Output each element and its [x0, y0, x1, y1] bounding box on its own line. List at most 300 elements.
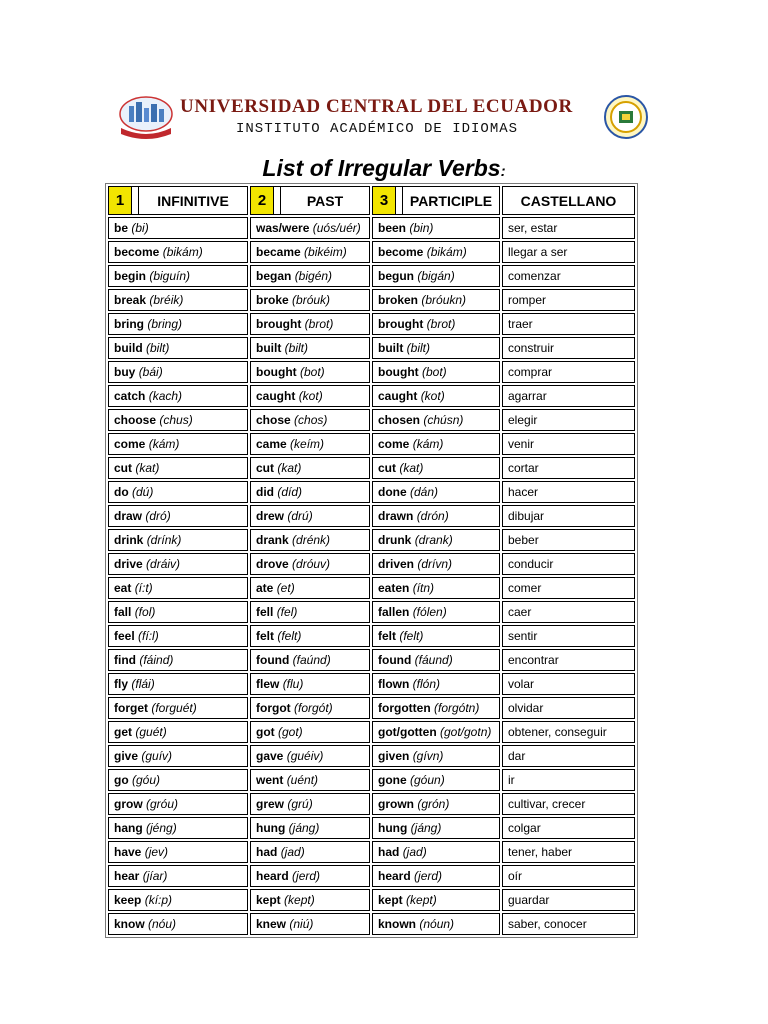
- institute-seal: [598, 94, 654, 140]
- infinitive-pronunciation: (fáind): [139, 653, 174, 667]
- castellano-cell: [502, 433, 635, 455]
- past-verb: was/were: [256, 221, 310, 235]
- infinitive-verb: forget: [114, 701, 148, 715]
- infinitive-verb: get: [114, 725, 132, 739]
- infinitive-pronunciation: (guív): [141, 749, 173, 763]
- participle-pronunciation: (brot): [426, 317, 456, 331]
- page-title-colon: :: [500, 163, 506, 180]
- participle-verb: felt: [378, 629, 396, 643]
- past-verb: brought: [256, 317, 302, 331]
- infinitive-pronunciation: (jéng): [146, 821, 177, 835]
- participle-cell: [372, 913, 500, 935]
- past-pronunciation: (bikéim): [304, 245, 347, 259]
- past-cell: [250, 265, 370, 287]
- past-verb: grew: [256, 797, 285, 811]
- participle-verb: gone: [378, 773, 407, 787]
- castellano-cell: [502, 337, 635, 359]
- past-cell: [250, 745, 370, 767]
- infinitive-cell: [108, 673, 248, 695]
- past-verb: broke: [256, 293, 289, 307]
- participle-pronunciation: (drívn): [417, 557, 453, 571]
- infinitive-verb: go: [114, 773, 129, 787]
- castellano-translation: conducir: [508, 557, 554, 571]
- table-header-row: [108, 186, 635, 215]
- infinitive-cell: [108, 241, 248, 263]
- infinitive-cell: [108, 793, 248, 815]
- table-row: [108, 433, 635, 455]
- past-pronunciation: (bróuk): [292, 293, 331, 307]
- participle-verb: forgotten: [378, 701, 431, 715]
- past-verb: fell: [256, 605, 274, 619]
- irregular-verbs-table: [105, 183, 638, 938]
- castellano-cell: [502, 217, 635, 239]
- table-row: [108, 793, 635, 815]
- past-cell: [250, 337, 370, 359]
- past-verb: did: [256, 485, 274, 499]
- infinitive-cell: [108, 409, 248, 431]
- participle-pronunciation: (ítn): [412, 581, 435, 595]
- castellano-translation: elegir: [508, 413, 538, 427]
- infinitive-pronunciation: (gróu): [146, 797, 179, 811]
- participle-pronunciation: (jad): [402, 845, 427, 859]
- table-row: [108, 649, 635, 671]
- participle-cell: [372, 601, 500, 623]
- infinitive-cell: [108, 769, 248, 791]
- castellano-cell: [502, 553, 635, 575]
- castellano-cell: [502, 793, 635, 815]
- past-cell: [250, 505, 370, 527]
- past-cell: [250, 841, 370, 863]
- past-pronunciation: (bigén): [294, 269, 333, 283]
- table-row: [108, 625, 635, 647]
- participle-cell: [372, 841, 500, 863]
- past-verb: kept: [256, 893, 281, 907]
- castellano-translation: traer: [508, 317, 533, 331]
- castellano-translation: beber: [508, 533, 539, 547]
- participle-verb: built: [378, 341, 404, 355]
- participle-cell: [372, 505, 500, 527]
- participle-pronunciation: (chúsn): [423, 413, 464, 427]
- castellano-cell: [502, 577, 635, 599]
- past-pronunciation: (uós/uér): [312, 221, 361, 235]
- past-pronunciation: (uént): [286, 773, 319, 787]
- castellano-translation: encontrar: [508, 653, 559, 667]
- infinitive-verb: drink: [114, 533, 144, 547]
- castellano-translation: romper: [508, 293, 547, 307]
- past-verb: drove: [256, 557, 289, 571]
- infinitive-cell: [108, 745, 248, 767]
- castellano-cell: [502, 361, 635, 383]
- castellano-cell: [502, 385, 635, 407]
- infinitive-cell: [108, 889, 248, 911]
- infinitive-cell: [108, 601, 248, 623]
- participle-cell: [372, 745, 500, 767]
- infinitive-pronunciation: (bréik): [149, 293, 184, 307]
- column-header-infinitive: [108, 186, 248, 215]
- infinitive-pronunciation: (guét): [135, 725, 167, 739]
- university-logo-left: [117, 94, 175, 140]
- infinitive-verb: begin: [114, 269, 146, 283]
- past-cell: [250, 817, 370, 839]
- participle-pronunciation: (drón): [416, 509, 449, 523]
- infinitive-cell: [108, 865, 248, 887]
- participle-cell: [372, 721, 500, 743]
- participle-verb: heard: [378, 869, 411, 883]
- infinitive-verb: draw: [114, 509, 143, 523]
- participle-pronunciation: (forgótn): [434, 701, 480, 715]
- past-cell: [250, 289, 370, 311]
- castellano-cell: [502, 601, 635, 623]
- past-verb: came: [256, 437, 287, 451]
- past-pronunciation: (bot): [300, 365, 325, 379]
- infinitive-pronunciation: (bi): [131, 221, 149, 235]
- column-number: 3: [373, 187, 396, 214]
- participle-pronunciation: (fáund): [414, 653, 453, 667]
- participle-pronunciation: (nóun): [419, 917, 455, 931]
- infinitive-pronunciation: (drínk): [146, 533, 182, 547]
- infinitive-cell: [108, 841, 248, 863]
- infinitive-pronunciation: (bikám): [162, 245, 203, 259]
- past-verb: began: [256, 269, 292, 283]
- table-row: [108, 865, 635, 887]
- participle-pronunciation: (flón): [412, 677, 441, 691]
- past-cell: [250, 385, 370, 407]
- past-pronunciation: (keím): [290, 437, 325, 451]
- castellano-translation: colgar: [508, 821, 541, 835]
- past-cell: [250, 697, 370, 719]
- infinitive-pronunciation: (flái): [131, 677, 155, 691]
- participle-verb: kept: [378, 893, 403, 907]
- castellano-translation: volar: [508, 677, 535, 691]
- infinitive-pronunciation: (kám): [148, 437, 180, 451]
- past-pronunciation: (flu): [282, 677, 304, 691]
- participle-verb: found: [378, 653, 412, 667]
- infinitive-pronunciation: (biguín): [149, 269, 191, 283]
- castellano-translation: ser, estar: [508, 221, 558, 235]
- past-cell: [250, 553, 370, 575]
- participle-cell: [372, 529, 500, 551]
- infinitive-pronunciation: (fí:l): [138, 629, 159, 643]
- infinitive-verb: come: [114, 437, 146, 451]
- table-row: [108, 457, 635, 479]
- participle-pronunciation: (bot): [422, 365, 447, 379]
- infinitive-verb: hang: [114, 821, 143, 835]
- infinitive-verb: bring: [114, 317, 144, 331]
- table-row: [108, 265, 635, 287]
- infinitive-pronunciation: (bái): [138, 365, 163, 379]
- infinitive-cell: [108, 337, 248, 359]
- castellano-cell: [502, 721, 635, 743]
- castellano-cell: [502, 865, 635, 887]
- participle-pronunciation: (drank): [414, 533, 453, 547]
- participle-verb: driven: [378, 557, 415, 571]
- column-label: INFINITIVE: [157, 192, 229, 209]
- participle-pronunciation: (kot): [420, 389, 445, 403]
- past-pronunciation: (niú): [289, 917, 314, 931]
- castellano-cell: [502, 625, 635, 647]
- infinitive-cell: [108, 577, 248, 599]
- castellano-cell: [502, 649, 635, 671]
- infinitive-cell: [108, 481, 248, 503]
- castellano-translation: tener, haber: [508, 845, 573, 859]
- table-row: [108, 337, 635, 359]
- infinitive-pronunciation: (nóu): [148, 917, 177, 931]
- castellano-translation: ir: [508, 773, 515, 787]
- past-pronunciation: (fel): [276, 605, 298, 619]
- infinitive-pronunciation: (jev): [144, 845, 169, 859]
- past-cell: [250, 865, 370, 887]
- participle-cell: [372, 217, 500, 239]
- infinitive-cell: [108, 913, 248, 935]
- infinitive-cell: [108, 217, 248, 239]
- participle-cell: [372, 481, 500, 503]
- participle-verb: drunk: [378, 533, 412, 547]
- infinitive-cell: [108, 361, 248, 383]
- past-verb: built: [256, 341, 282, 355]
- infinitive-pronunciation: (kach): [148, 389, 183, 403]
- castellano-translation: guardar: [508, 893, 550, 907]
- participle-verb: chosen: [378, 413, 421, 427]
- table-row: [108, 361, 635, 383]
- table-row: [108, 721, 635, 743]
- table-row: [108, 769, 635, 791]
- participle-pronunciation: (bilt): [406, 341, 431, 355]
- infinitive-pronunciation: (kí:p): [144, 893, 173, 907]
- participle-verb: broken: [378, 293, 419, 307]
- table-row: [108, 481, 635, 503]
- table-row: [108, 289, 635, 311]
- participle-pronunciation: (got/gotn): [440, 725, 492, 739]
- past-cell: [250, 529, 370, 551]
- castellano-translation: saber, conocer: [508, 917, 587, 931]
- participle-pronunciation: (dán): [410, 485, 439, 499]
- past-verb: chose: [256, 413, 291, 427]
- participle-cell: [372, 793, 500, 815]
- castellano-translation: sentir: [508, 629, 538, 643]
- participle-verb: brought: [378, 317, 424, 331]
- participle-verb: drawn: [378, 509, 414, 523]
- castellano-cell: [502, 529, 635, 551]
- castellano-translation: obtener, conseguir: [508, 725, 607, 739]
- infinitive-verb: grow: [114, 797, 143, 811]
- castellano-cell: [502, 697, 635, 719]
- table-row: [108, 697, 635, 719]
- castellano-translation: construir: [508, 341, 555, 355]
- participle-cell: [372, 673, 500, 695]
- table-row: [108, 217, 635, 239]
- infinitive-verb: choose: [114, 413, 157, 427]
- infinitive-verb: buy: [114, 365, 136, 379]
- document-header: [0, 0, 768, 150]
- university-name: UNIVERSIDAD CENTRAL DEL ECUADOR: [180, 96, 573, 117]
- infinitive-cell: [108, 289, 248, 311]
- castellano-cell: [502, 745, 635, 767]
- column-number: 1: [109, 187, 132, 214]
- infinitive-cell: [108, 385, 248, 407]
- participle-cell: [372, 577, 500, 599]
- castellano-translation: olvidar: [508, 701, 544, 715]
- participle-cell: [372, 625, 500, 647]
- past-verb: went: [256, 773, 284, 787]
- castellano-translation: oír: [508, 869, 523, 883]
- participle-verb: become: [378, 245, 424, 259]
- participle-pronunciation: (jáng): [410, 821, 442, 835]
- past-cell: [250, 361, 370, 383]
- infinitive-verb: find: [114, 653, 136, 667]
- column-label: PAST: [306, 192, 344, 209]
- infinitive-verb: build: [114, 341, 143, 355]
- column-header-past: [250, 186, 370, 215]
- infinitive-cell: [108, 505, 248, 527]
- infinitive-verb: have: [114, 845, 142, 859]
- participle-cell: [372, 241, 500, 263]
- participle-verb: known: [378, 917, 416, 931]
- past-pronunciation: (forgót): [294, 701, 333, 715]
- infinitive-pronunciation: (bring): [147, 317, 183, 331]
- infinitive-cell: [108, 457, 248, 479]
- past-cell: [250, 793, 370, 815]
- castellano-translation: dar: [508, 749, 526, 763]
- participle-pronunciation: (bróukn): [421, 293, 467, 307]
- past-pronunciation: (drú): [287, 509, 313, 523]
- infinitive-pronunciation: (góu): [132, 773, 161, 787]
- infinitive-cell: [108, 313, 248, 335]
- infinitive-verb: be: [114, 221, 129, 235]
- participle-verb: eaten: [378, 581, 410, 595]
- infinitive-verb: fly: [114, 677, 129, 691]
- infinitive-cell: [108, 553, 248, 575]
- infinitive-cell: [108, 625, 248, 647]
- infinitive-cell: [108, 433, 248, 455]
- table-row: [108, 409, 635, 431]
- castellano-translation: caer: [508, 605, 532, 619]
- table-row: [108, 913, 635, 935]
- table-row: [108, 241, 635, 263]
- castellano-translation: venir: [508, 437, 535, 451]
- past-verb: heard: [256, 869, 289, 883]
- participle-cell: [372, 649, 500, 671]
- past-pronunciation: (kept): [284, 893, 315, 907]
- infinitive-verb: break: [114, 293, 147, 307]
- infinitive-verb: do: [114, 485, 129, 499]
- castellano-translation: agarrar: [508, 389, 547, 403]
- infinitive-pronunciation: (chus): [159, 413, 193, 427]
- column-label: CASTELLANO: [520, 192, 617, 209]
- participle-pronunciation: (góun): [410, 773, 445, 787]
- past-pronunciation: (faúnd): [292, 653, 331, 667]
- participle-cell: [372, 361, 500, 383]
- page-title: [0, 155, 768, 182]
- table-body: [108, 217, 635, 935]
- past-pronunciation: (drénk): [292, 533, 331, 547]
- past-verb: caught: [256, 389, 296, 403]
- infinitive-verb: catch: [114, 389, 146, 403]
- participle-verb: got/gotten: [378, 725, 437, 739]
- infinitive-verb: feel: [114, 629, 135, 643]
- infinitive-pronunciation: (kat): [135, 461, 160, 475]
- past-cell: [250, 673, 370, 695]
- past-cell: [250, 769, 370, 791]
- past-verb: drank: [256, 533, 289, 547]
- infinitive-pronunciation: (fol): [134, 605, 156, 619]
- participle-verb: cut: [378, 461, 396, 475]
- castellano-cell: [502, 673, 635, 695]
- participle-pronunciation: (bikám): [426, 245, 467, 259]
- participle-verb: flown: [378, 677, 410, 691]
- participle-verb: had: [378, 845, 400, 859]
- participle-cell: [372, 457, 500, 479]
- castellano-translation: llegar a ser: [508, 245, 568, 259]
- past-verb: flew: [256, 677, 280, 691]
- institute-name: INSTITUTO ACADÉMICO DE IDIOMAS: [236, 121, 519, 137]
- participle-cell: [372, 433, 500, 455]
- participle-pronunciation: (fólen): [412, 605, 447, 619]
- castellano-cell: [502, 817, 635, 839]
- participle-pronunciation: (bigán): [417, 269, 455, 283]
- infinitive-cell: [108, 649, 248, 671]
- past-cell: [250, 577, 370, 599]
- participle-verb: given: [378, 749, 410, 763]
- table-row: [108, 313, 635, 335]
- infinitive-verb: fall: [114, 605, 132, 619]
- participle-cell: [372, 865, 500, 887]
- infinitive-cell: [108, 721, 248, 743]
- past-cell: [250, 601, 370, 623]
- castellano-translation: dibujar: [508, 509, 545, 523]
- infinitive-verb: give: [114, 749, 139, 763]
- participle-verb: grown: [378, 797, 414, 811]
- past-pronunciation: (kot): [298, 389, 323, 403]
- participle-pronunciation: (kept): [406, 893, 437, 907]
- past-pronunciation: (dróuv): [292, 557, 331, 571]
- castellano-cell: [502, 457, 635, 479]
- infinitive-verb: hear: [114, 869, 140, 883]
- participle-pronunciation: (kám): [412, 437, 444, 451]
- castellano-cell: [502, 841, 635, 863]
- infinitive-pronunciation: (forguét): [151, 701, 197, 715]
- past-verb: hung: [256, 821, 286, 835]
- table-row: [108, 577, 635, 599]
- participle-pronunciation: (grón): [417, 797, 450, 811]
- past-cell: [250, 481, 370, 503]
- participle-pronunciation: (gívn): [412, 749, 444, 763]
- past-verb: became: [256, 245, 301, 259]
- past-verb: cut: [256, 461, 274, 475]
- infinitive-cell: [108, 265, 248, 287]
- castellano-translation: cultivar, crecer: [508, 797, 586, 811]
- past-cell: [250, 649, 370, 671]
- past-verb: knew: [256, 917, 287, 931]
- past-pronunciation: (felt): [277, 629, 302, 643]
- participle-cell: [372, 769, 500, 791]
- castellano-translation: comprar: [508, 365, 553, 379]
- participle-cell: [372, 889, 500, 911]
- past-pronunciation: (guéiv): [286, 749, 324, 763]
- participle-cell: [372, 697, 500, 719]
- table-row: [108, 505, 635, 527]
- past-pronunciation: (díd): [277, 485, 303, 499]
- infinitive-verb: keep: [114, 893, 142, 907]
- castellano-translation: comenzar: [508, 269, 561, 283]
- participle-verb: bought: [378, 365, 419, 379]
- past-cell: [250, 313, 370, 335]
- infinitive-verb: cut: [114, 461, 132, 475]
- past-verb: gave: [256, 749, 284, 763]
- infinitive-pronunciation: (í:t): [134, 581, 153, 595]
- castellano-cell: [502, 241, 635, 263]
- past-cell: [250, 457, 370, 479]
- infinitive-cell: [108, 529, 248, 551]
